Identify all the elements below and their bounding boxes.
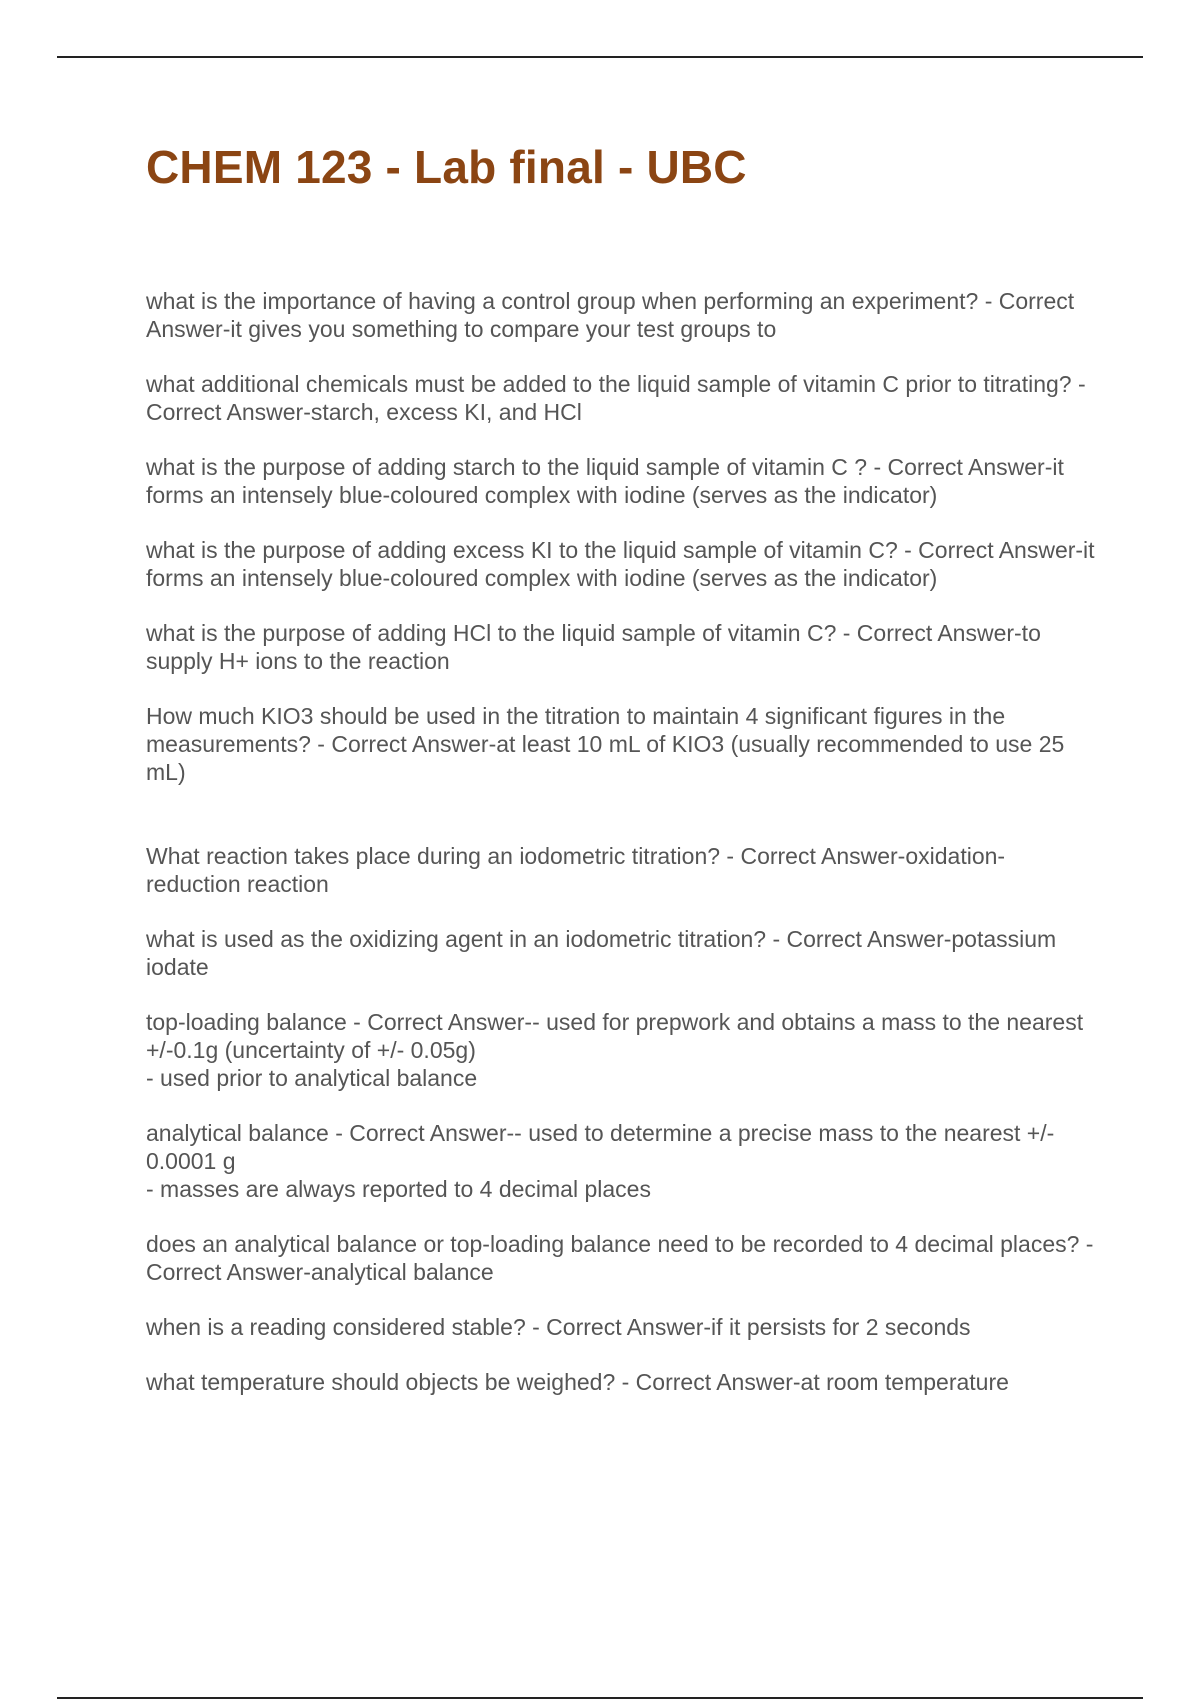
qa-entry: what is the purpose of adding excess KI to the liquid sample of vitamin C? - Correct Answer-it forms an intensely blue-coloured complex with iodine (serves as the indicator) (146, 537, 1095, 592)
qa-entry: what is the importance of having a control group when performing an experiment? - Correct Answer-it gives you something to compare your test groups to (146, 288, 1075, 343)
qa-entry: what is used as the oxidizing agent in an iodometric titration? - Correct Answer-potassium iodate (146, 926, 1057, 981)
top-divider (57, 56, 1143, 58)
qa-entry: what additional chemicals must be added to the liquid sample of vitamin C prior to titrating? - Correct Answer-starch, excess KI, and HCl (146, 371, 1086, 426)
qa-entry: what is the purpose of adding starch to the liquid sample of vitamin C ? - Correct Answer-it forms an intensely blue-coloured complex with iodine (serves as the indicator) (146, 454, 1064, 509)
qa-entry: How much KIO3 should be used in the titration to maintain 4 significant figures in the measurements? - Correct Answer-at least 10 mL of KIO3 (usually recommended to use 25 mL) (146, 703, 1065, 786)
qa-entry: What reaction takes place during an iodometric titration? - Correct Answer-oxidation-reduction reaction (146, 843, 1006, 898)
document-body (146, 140, 1096, 1423)
document-title: CHEM 123 - Lab final - UBC (146, 141, 747, 193)
qa-entry: what temperature should objects be weighed? - Correct Answer-at room temperature (146, 1369, 1009, 1396)
qa-entry: what is the purpose of adding HCl to the liquid sample of vitamin C? - Correct Answer-to supply H+ ions to the reaction (146, 620, 1041, 675)
qa-entry: top-loading balance - Correct Answer-- used for prepwork and obtains a mass to the nearest +/-0.1g (uncertainty of +/- 0.05g) - used prior to analytical balance (146, 1009, 1084, 1092)
qa-entry: analytical balance - Correct Answer-- used to determine a precise mass to the nearest +/- 0.0001 g - masses are always reported to 4 decimal places (146, 1120, 1055, 1203)
qa-entry: does an analytical balance or top-loading balance need to be recorded to 4 decimal places? - Correct Answer-analytical balance (146, 1231, 1094, 1286)
qa-list (146, 287, 1096, 1396)
bottom-divider (57, 1697, 1143, 1699)
qa-entry: when is a reading considered stable? - Correct Answer-if it persists for 2 seconds (146, 1314, 971, 1341)
